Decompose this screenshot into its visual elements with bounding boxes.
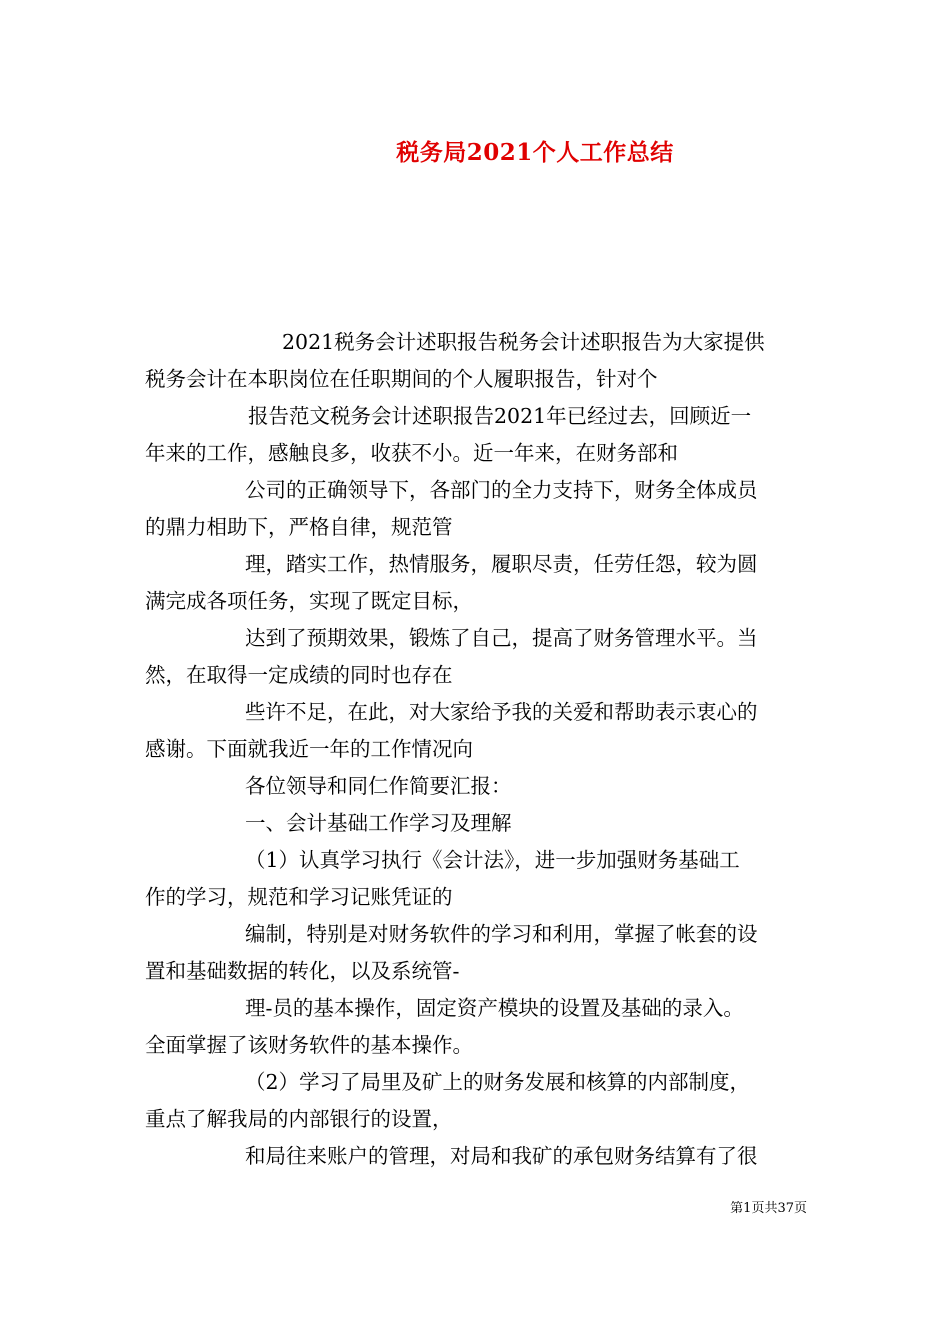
paragraph: [145, 694, 807, 768]
paragraph: [145, 842, 807, 916]
paragraph-line: 重点了解我局的内部银行的设置，: [145, 1107, 453, 1131]
paragraph: [145, 472, 807, 546]
paragraph-line: 的鼎力相助下，严格自律，规范管: [145, 515, 453, 539]
paragraph-line: 2021税务会计述职报告税务会计述职报告为大家提供: [282, 330, 765, 354]
paragraph-line: 然，在取得一定成绩的同时也存在: [145, 663, 453, 687]
paragraph-line: 报告范文税务会计述职报告2021年已经过去，回顾近一: [248, 404, 752, 428]
paragraph-line: 理，踏实工作，热情服务，履职尽责，任劳任怨，较为圆: [245, 552, 758, 576]
paragraph-line: 和局往来账户的管理，对局和我矿的承包财务结算有了很: [245, 1144, 758, 1168]
paragraph-line: 些许不足，在此，对大家给予我的关爱和帮助表示衷心的: [245, 700, 758, 724]
paragraph: [145, 398, 807, 472]
paragraph: [145, 620, 807, 694]
paragraph: [145, 768, 807, 805]
paragraph-line: 全面掌握了该财务软件的基本操作。: [145, 1033, 473, 1057]
paragraph: [145, 916, 807, 990]
paragraph-line: （2）学习了局里及矿上的财务发展和核算的内部制度，: [245, 1070, 751, 1094]
paragraph-line: 满完成各项任务，实现了既定目标，: [145, 589, 473, 613]
paragraph: [145, 324, 807, 398]
paragraph-line: 达到了预期效果，锻炼了自己，提高了财务管理水平。当: [245, 626, 758, 650]
paragraph-line: 编制，特别是对财务软件的学习和利用，掌握了帐套的设: [245, 922, 758, 946]
paragraph: [145, 1064, 807, 1138]
paragraph-line: 理-员的基本操作，固定资产模块的设置及基础的录入。: [245, 996, 744, 1020]
paragraph: [145, 546, 807, 620]
paragraph-line: 税务会计在本职岗位在任职期间的个人履职报告，针对个: [145, 367, 658, 391]
paragraph: [145, 805, 807, 842]
paragraph-line: 年来的工作，感触良多，收获不小。近一年来，在财务部和: [145, 441, 678, 465]
paragraph: [145, 990, 807, 1064]
paragraph-line: 一、会计基础工作学习及理解: [245, 811, 512, 835]
paragraph-line: 置和基础数据的转化，以及系统管-: [145, 959, 460, 983]
paragraph-line: 公司的正确领导下，各部门的全力支持下，财务全体成员: [245, 478, 758, 502]
paragraph: [145, 1138, 807, 1175]
page-title: 税务局2021个人工作总结: [396, 139, 674, 166]
paragraph-line: 感谢。下面就我近一年的工作情况向: [145, 737, 473, 761]
paragraph-line: 作的学习，规范和学习记账凭证的: [145, 885, 453, 909]
paragraph-line: 各位领导和同仁作简要汇报：: [245, 774, 512, 798]
page-number: 第1页共37页: [730, 1201, 807, 1216]
paragraph-line: （1）认真学习执行《会计法》，进一步加强财务基础工: [245, 848, 740, 872]
